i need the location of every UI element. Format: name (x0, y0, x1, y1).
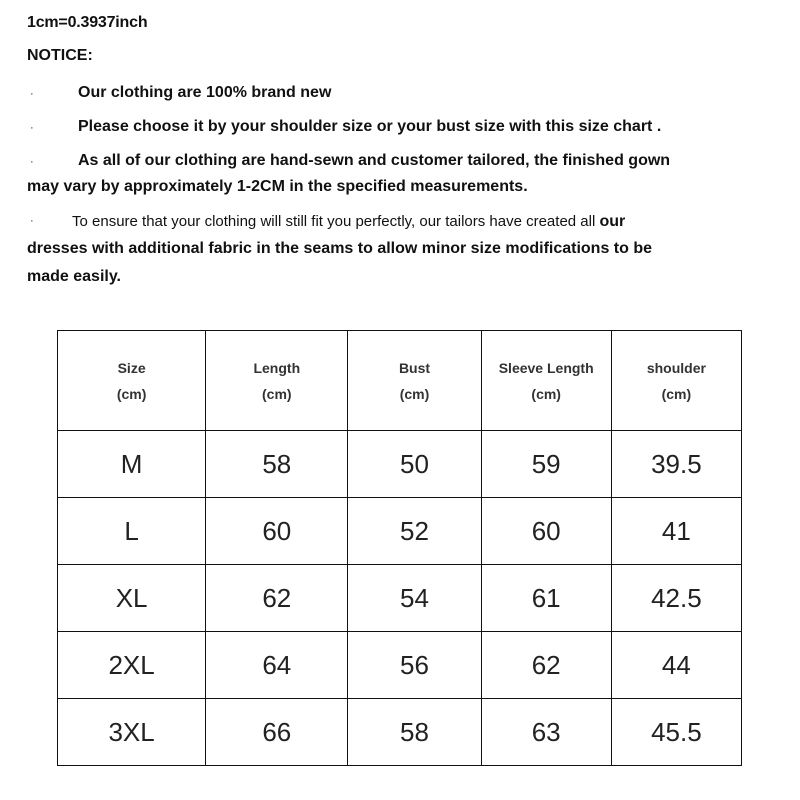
header-unit: (cm) (531, 385, 561, 402)
notice-line-fit-assurance (72, 213, 625, 231)
table-row (58, 431, 742, 498)
header-label: Length (253, 359, 301, 376)
header-label: Bust (398, 359, 431, 376)
cell-sleeve-length: 59 (481, 431, 611, 498)
fit-assurance-bold-word: our (599, 213, 626, 230)
table-row (58, 632, 742, 699)
table-row (58, 699, 742, 766)
header-label: Size (117, 359, 146, 376)
cell-size: XL (58, 565, 206, 632)
header-size (58, 331, 206, 431)
notice-line-fit-assurance-cont: dresses with additional fabric in the seams to allow minor size modifications to be (27, 240, 653, 257)
notice-title: NOTICE: (27, 47, 93, 64)
notice-line-fit-assurance-end: made easily. (27, 268, 121, 285)
table-row (58, 565, 742, 632)
cell-size: L (58, 498, 206, 565)
notice-line-choose-size: Please choose it by your shoulder size or your bust size with this size chart . (78, 118, 662, 135)
header-shoulder (611, 331, 741, 431)
bullet-icon: · (30, 88, 34, 100)
table-row (58, 498, 742, 565)
bullet-icon: · (30, 156, 34, 168)
notice-line-hand-sewn: As all of our clothing are hand-sewn and customer tailored, the finished gown (78, 152, 671, 169)
table-header-row (58, 331, 742, 431)
notice-line-hand-sewn-cont: may vary by approximately 1-2CM in the specified measurements. (27, 178, 528, 195)
header-label: Sleeve Length (498, 359, 594, 376)
header-sleeve-length (481, 331, 611, 431)
cell-size: 3XL (58, 699, 206, 766)
cell-length: 60 (206, 498, 348, 565)
cell-bust: 54 (348, 565, 481, 632)
cell-length: 64 (206, 632, 348, 699)
cell-size: M (58, 431, 206, 498)
header-unit: (cm) (262, 385, 292, 402)
fit-assurance-text: To ensure that your clothing will still fit you perfectly, our tailors have created all (72, 213, 596, 230)
header-label: shoulder (646, 359, 706, 376)
cell-shoulder: 41 (611, 498, 741, 565)
cell-shoulder: 39.5 (611, 431, 741, 498)
cell-bust: 50 (348, 431, 481, 498)
header-bust (348, 331, 481, 431)
cell-length: 62 (206, 565, 348, 632)
size-chart-table (57, 330, 742, 766)
cell-sleeve-length: 61 (481, 565, 611, 632)
cell-length: 66 (206, 699, 348, 766)
notice-line-brand-new: Our clothing are 100% brand new (78, 84, 332, 101)
cell-bust: 56 (348, 632, 481, 699)
header-unit: (cm) (661, 385, 692, 402)
unit-conversion-note: 1cm=0.3937inch (27, 14, 148, 31)
cell-shoulder: 42.5 (611, 565, 741, 632)
cell-sleeve-length: 63 (481, 699, 611, 766)
cell-size: 2XL (58, 632, 206, 699)
cell-shoulder: 44 (611, 632, 741, 699)
bullet-icon: · (30, 122, 34, 134)
cell-bust: 52 (348, 498, 481, 565)
cell-sleeve-length: 60 (481, 498, 611, 565)
header-length (206, 331, 348, 431)
header-unit: (cm) (116, 385, 147, 402)
cell-bust: 58 (348, 699, 481, 766)
cell-sleeve-length: 62 (481, 632, 611, 699)
bullet-icon: · (30, 215, 34, 227)
header-unit: (cm) (399, 385, 430, 402)
cell-shoulder: 45.5 (611, 699, 741, 766)
cell-length: 58 (206, 431, 348, 498)
